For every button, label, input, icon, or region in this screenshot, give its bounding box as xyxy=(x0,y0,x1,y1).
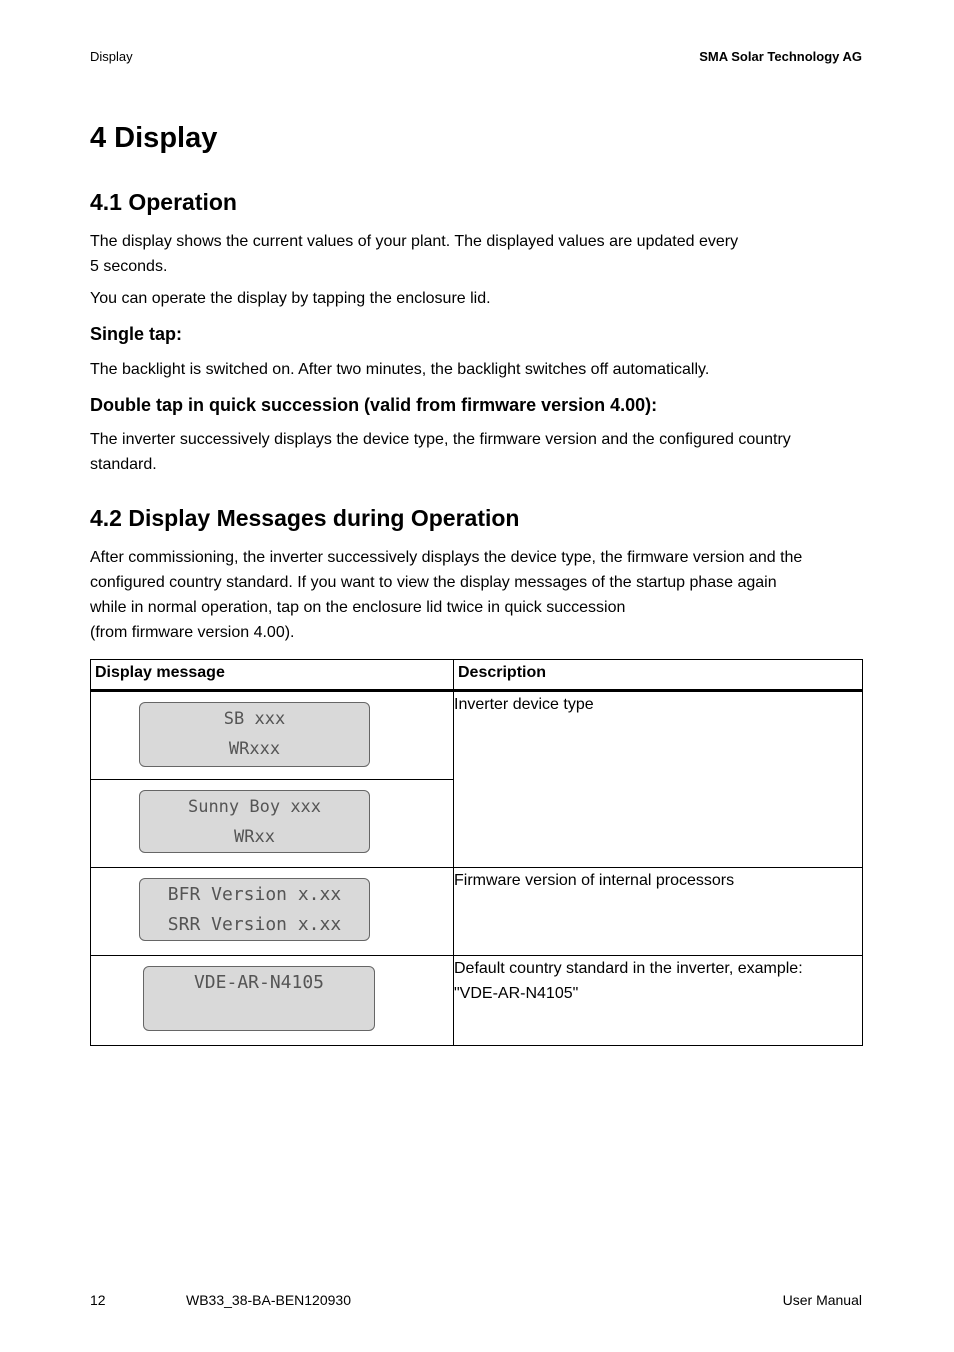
lcd-line: BFR Version x.xx xyxy=(167,884,342,905)
lcd-line: SB xxx xyxy=(223,709,286,729)
running-header-company: SMA Solar Technology AG xyxy=(699,49,862,64)
lcd-display xyxy=(139,790,370,853)
operation-paragraph-1 xyxy=(90,229,865,279)
operation-paragraph-1-line-1: The display shows the current values of your plant. The displayed values are updated every xyxy=(90,233,739,250)
lcd-cell xyxy=(91,868,454,956)
column-header-display-message: Display message xyxy=(91,660,454,691)
footer-page-number: 12 xyxy=(90,1292,106,1308)
table-row xyxy=(91,956,863,1046)
double-tap-text xyxy=(90,427,865,477)
lcd-display xyxy=(143,966,375,1031)
table-row xyxy=(91,868,863,956)
lcd-line: WRxxx xyxy=(228,739,281,759)
description-line-2: "VDE-AR-N4105" xyxy=(454,985,579,1002)
operation-paragraph-2: You can operate the display by tapping the enclosure lid. xyxy=(90,290,491,307)
description-cell: Firmware version of internal processors xyxy=(454,868,863,956)
double-tap-text-line-1: The inverter successively displays the device type, the firmware version and the configured country xyxy=(90,431,791,448)
double-tap-heading: Double tap in quick succession (valid from firmware version 4.00): xyxy=(90,395,658,415)
operation-paragraph-1-line-2: 5 seconds. xyxy=(90,258,168,275)
description-cell: Inverter device type xyxy=(454,691,863,868)
lcd-display xyxy=(139,878,370,941)
single-tap-text: The backlight is switched on. After two minutes, the backlight switches off automatically. xyxy=(90,361,710,378)
display-messages-table xyxy=(90,659,863,1046)
lcd-cell xyxy=(91,956,454,1046)
table-header-row xyxy=(91,660,863,691)
table-row xyxy=(91,691,863,780)
chapter-title: 4 Display xyxy=(90,122,218,154)
lcd-line: Sunny Boy xxx xyxy=(187,797,322,817)
description-line-1: Default country standard in the inverter, example: xyxy=(454,960,803,977)
intro-line-4: (from firmware version 4.00). xyxy=(90,624,295,641)
lcd-display xyxy=(139,702,370,767)
lcd-line: WRxx xyxy=(234,827,275,847)
running-header-section: Display xyxy=(90,49,133,64)
footer-document-type: User Manual xyxy=(782,1292,862,1308)
column-header-description: Description xyxy=(454,660,863,691)
intro-line-1: After commissioning, the inverter successively displays the device type, the firmware version and the xyxy=(90,549,803,566)
double-tap-text-line-2: standard. xyxy=(90,456,157,473)
intro-line-3: while in normal operation, tap on the enclosure lid twice in quick succession xyxy=(90,599,626,616)
section-title-operation: 4.1 Operation xyxy=(90,189,237,215)
single-tap-heading: Single tap: xyxy=(90,324,183,344)
lcd-cell xyxy=(91,780,454,868)
section-title-display-messages: 4.2 Display Messages during Operation xyxy=(90,505,520,531)
display-messages-intro xyxy=(90,545,865,645)
footer-document-id: WB33_38-BA-BEN120930 xyxy=(186,1292,351,1308)
lcd-line: VDE-AR-N4105 xyxy=(193,972,325,993)
lcd-cell xyxy=(91,691,454,780)
lcd-line: SRR Version x.xx xyxy=(167,914,342,935)
description-cell xyxy=(454,956,863,1046)
intro-line-2: configured country standard. If you want to view the display messages of the startup phase again xyxy=(90,574,777,591)
